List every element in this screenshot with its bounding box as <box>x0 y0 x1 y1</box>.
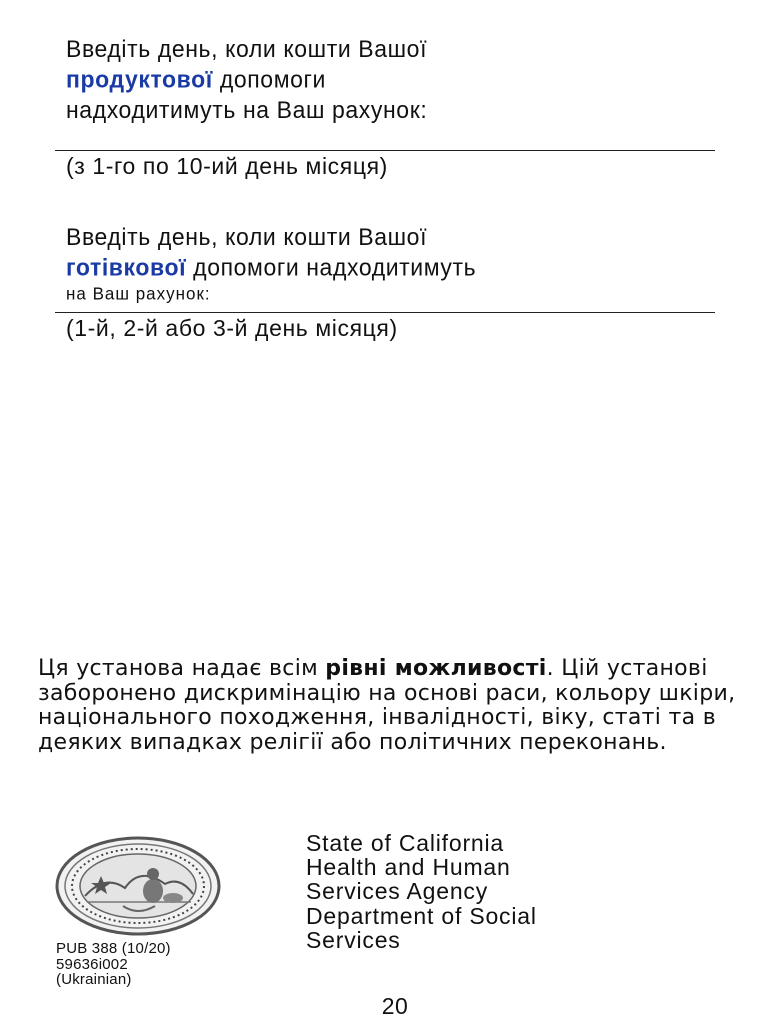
agency-line-1: State of California <box>306 830 505 856</box>
cash-instruction-line-3: на Ваш рахунок: <box>66 283 211 304</box>
agency-line-5: Services <box>306 926 401 953</box>
agency-line-3: Services Agency <box>306 878 489 905</box>
equal-opportunity-notice <box>38 657 738 755</box>
cash-deposit-day-hint: (1-й, 2-й або 3-й день місяця) <box>66 315 398 341</box>
agency-line-2: Health and Human <box>306 854 511 881</box>
cash-instruction-line-2-rest: допомоги надходитимуть <box>193 253 477 281</box>
food-deposit-day-hint: (з 1-го по 10-ий день місяця) <box>66 153 388 179</box>
cash-benefit-instructions <box>66 222 716 306</box>
food-instruction-line-2 <box>66 64 716 94</box>
publication-language: (Ukrainian) <box>56 971 132 988</box>
cash-instruction-line-1: Введіть день, коли кошти Вашої <box>66 223 428 251</box>
agency-name-block <box>306 831 537 952</box>
page-number: 20 <box>381 993 409 1019</box>
california-state-seal-icon <box>55 836 221 936</box>
food-emphasis-word: продуктової <box>66 65 213 93</box>
notice-text-rest: . Цій установі заборонено дискримінацію на основі раси, кольору шкіри, національного походження, інвалідності, віку, статі та в деяких випадках релігії або політичних переконань. <box>38 656 736 755</box>
agency-line-4: Department of Social <box>306 902 537 929</box>
food-instruction-line-3: надходитимуть на Ваш рахунок: <box>66 95 428 124</box>
publication-info <box>56 941 171 988</box>
cash-emphasis-word: готівкової <box>66 253 187 281</box>
food-deposit-day-field[interactable] <box>55 150 715 151</box>
cash-instruction-line-2 <box>66 252 716 282</box>
publication-code: 59636i002 <box>56 955 128 973</box>
publication-number: PUB 388 (10/20) <box>56 940 171 957</box>
food-benefit-instructions <box>66 34 716 125</box>
notice-text-start: Ця установа надає всім <box>38 656 318 681</box>
cash-deposit-day-field[interactable] <box>55 312 715 313</box>
food-instruction-line-1: Введіть день, коли кошти Вашої <box>66 35 428 63</box>
food-instruction-line-2-rest: допомоги <box>219 65 326 93</box>
notice-emphasis: рівні можливості <box>325 656 547 681</box>
